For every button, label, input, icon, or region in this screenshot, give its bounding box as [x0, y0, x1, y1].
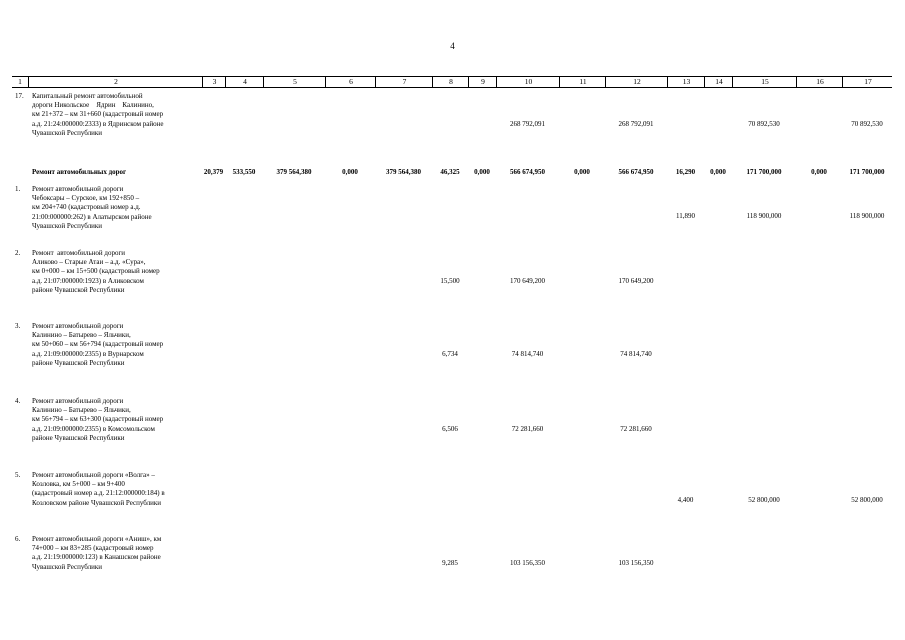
road-description-line: Ремонт автомобильной дороги [32, 249, 126, 257]
value-cell-col-12: 268 792,091 [618, 120, 654, 128]
column-header: 15 [732, 77, 797, 87]
road-description-line: км 56+794 – км 63+300 (кадастровый номер [32, 415, 164, 424]
value-cell-col-12: 566 674,950 [618, 168, 654, 176]
value-cell-col-15: 118 900,000 [746, 212, 782, 220]
road-description-line: км 0+000 – км 15+500 (кадастровый номер [32, 267, 160, 276]
page-number: 4 [450, 41, 455, 51]
value-cell-col-8: 6,734 [442, 350, 458, 358]
value-cell-col-12: 72 281,660 [620, 425, 652, 433]
row-number: 17. [15, 92, 24, 100]
column-header: 3 [202, 77, 226, 87]
column-header: 12 [605, 77, 668, 87]
column-header-row [12, 76, 892, 88]
road-description-line: а.д. 21:09:000000:2355) в Комсомольском [32, 424, 155, 433]
road-description-line: Чувашской Республики [32, 562, 103, 571]
value-cell-col-3: 20,379 [203, 168, 224, 176]
road-description-line: (кадастровый номер а.д. 21:12:000000:184) в [32, 489, 165, 498]
value-cell-col-11: 0,000 [574, 168, 590, 176]
value-cell-col-17: 118 900,000 [849, 212, 885, 220]
column-header: 11 [559, 77, 606, 87]
column-header: 1 [18, 77, 22, 86]
column-header: 4 [225, 77, 264, 87]
column-header: 16 [796, 77, 843, 87]
value-cell-col-9: 0,000 [474, 168, 490, 176]
value-cell-col-13: 11,890 [676, 212, 695, 220]
value-cell-col-4: 533,550 [232, 168, 256, 176]
column-header: 2 [28, 77, 203, 87]
value-cell-col-12: 170 649,200 [618, 277, 654, 285]
road-description-line: а.д. 21:07:000000:1923) в Аликовском [32, 276, 144, 285]
value-cell-col-8: 15,500 [440, 277, 460, 285]
row-number: 6. [15, 535, 21, 543]
value-cell-col-13: 4,400 [677, 496, 694, 504]
column-header: 8 [432, 77, 469, 87]
value-cell-col-10: 72 281,660 [511, 425, 544, 433]
road-description-line: районе Чувашской Республики [32, 358, 125, 367]
road-description-line: а.д. 21:09:000000:2355) в Вурнарском [32, 349, 144, 358]
value-cell-col-17: 52 800,000 [851, 496, 883, 504]
column-header: 13 [667, 77, 705, 87]
column-header: 14 [704, 77, 733, 87]
value-cell-col-8: 6,506 [442, 425, 458, 433]
road-description-line: Ремонт автомобильной дороги «Аниш», км [32, 535, 162, 543]
road-description-line: Козловка, км 5+000 – км 9+400 [32, 480, 125, 489]
column-header: 17 [842, 77, 893, 87]
road-description-line: Ремонт автомобильной дороги «Волга» – [32, 471, 155, 479]
value-cell-col-17: 171 700,000 [849, 168, 885, 176]
road-description-line: Ремонт автомобильной дороги [32, 185, 124, 193]
road-description-line: 21:00:000000:262) в Алатырском районе [32, 212, 152, 221]
value-cell-col-15: 52 800,000 [748, 496, 780, 504]
value-cell-col-5: 379 564,380 [276, 168, 312, 176]
value-cell-col-10: 103 156,350 [510, 559, 545, 567]
road-description-line: районе Чувашской Республики [32, 285, 125, 294]
value-cell-col-12: 103 156,350 [618, 559, 654, 567]
column-header: 5 [263, 77, 326, 87]
value-cell-col-8: 9,285 [442, 559, 458, 567]
road-description-line: Чувашской Республики [32, 221, 103, 230]
road-description-line: Козловском районе Чувашской Республики [32, 498, 162, 507]
value-cell-col-17: 70 892,530 [851, 120, 883, 128]
road-description-line: Калинино – Батырево – Яльчики, [32, 331, 131, 340]
road-description-line: Аликово – Старые Атаи – а.д. «Сура», [32, 258, 146, 267]
road-description-line: дороги Никольское Ядрин Калинино, [32, 101, 154, 110]
row-number: 1. [15, 185, 21, 193]
road-description-line: а.д. 21:19:000000:123) в Канашском районе [32, 553, 161, 562]
value-cell-col-15: 70 892,530 [748, 120, 780, 128]
value-cell-col-8: 46,325 [440, 168, 460, 176]
column-header: 9 [468, 77, 497, 87]
road-description-line: Капитальный ремонт автомобильной [32, 92, 143, 100]
value-cell-col-6: 0,000 [342, 168, 358, 176]
road-description-line: районе Чувашской Республики [32, 433, 125, 442]
column-header: 10 [496, 77, 560, 87]
value-cell-col-13: 16,290 [675, 168, 696, 176]
road-description-line: 74+000 – км 83+285 (кадастровый номер [32, 544, 154, 553]
value-cell-col-7: 379 564,380 [386, 168, 421, 176]
road-description-line: км 21+372 – км 31+660 (кадастровый номер [32, 110, 164, 119]
road-description-line: Чувашской Республики [32, 128, 103, 137]
value-cell-col-16: 0,000 [811, 168, 827, 176]
value-cell-col-14: 0,000 [710, 168, 726, 176]
value-cell-col-10: 74 814,740 [511, 350, 544, 358]
value-cell-col-15: 171 700,000 [746, 168, 782, 176]
column-header: 7 [375, 77, 433, 87]
road-description-line: Калинино – Батырево – Яльчики, [32, 406, 131, 415]
value-cell-col-12: 74 814,740 [620, 350, 652, 358]
row-number: 5. [15, 471, 21, 479]
road-description-line: Ремонт автомобильной дороги [32, 322, 124, 330]
road-description-line: Ремонт автомобильных дорог [32, 168, 127, 176]
road-description-line: км 204+740 (кадастровый номер а.д. [32, 203, 141, 212]
row-number: 3. [15, 322, 21, 330]
road-description-line: Чебоксары – Сурское, км 192+850 – [32, 194, 140, 203]
road-description-line: а.д. 21:24:000000:2333) в Ядринском районе [32, 119, 164, 128]
row-number: 2. [15, 249, 21, 257]
road-description-line: Ремонт автомобильной дороги [32, 397, 124, 405]
value-cell-col-10: 268 792,091 [510, 120, 545, 128]
value-cell-col-10: 170 649,200 [510, 277, 545, 285]
column-header: 6 [325, 77, 376, 87]
row-number: 4. [15, 397, 21, 405]
road-description-line: км 50+060 – км 56+794 (кадастровый номер [32, 340, 164, 349]
value-cell-col-10: 566 674,950 [510, 168, 545, 176]
